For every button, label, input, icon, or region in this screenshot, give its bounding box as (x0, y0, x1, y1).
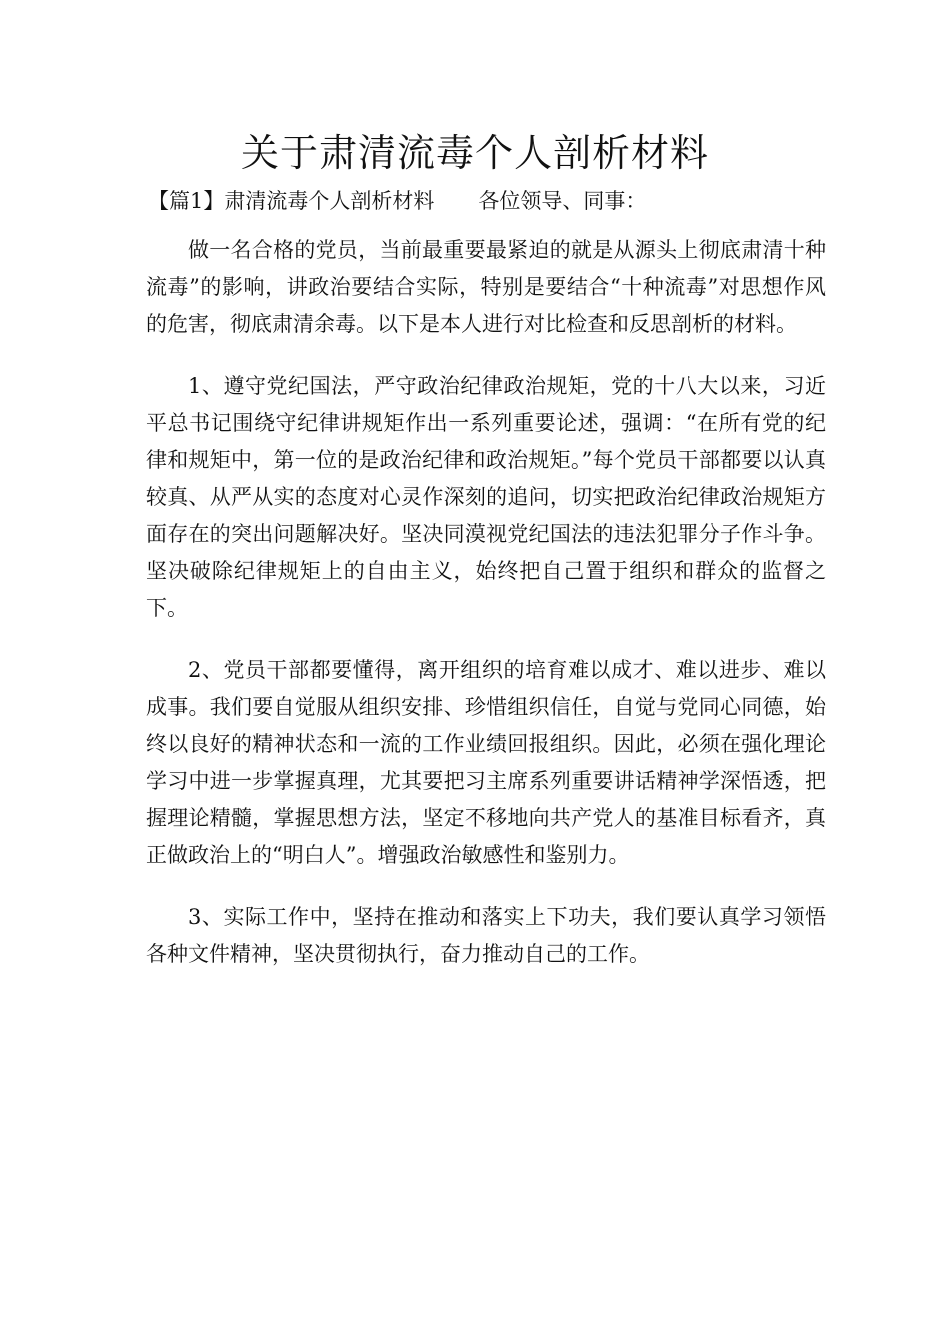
paragraph-point-2: 2、党员干部都要懂得，离开组织的培育难以成才、难以进步、难以成事。我们要自觉服从组织安排、珍惜组织信任，自觉与党同心同德，始终以良好的精神状态和一流的工作业绩回报组织。因此，必须在强化理论学习中进一步掌握真理，尤其要把习主席系列重要讲话精神学深悟透，把握理论精髓，掌握思想方法，坚定不移地向共产党人的基准目标看齐，真正做政治上的“明白人”。增强政治敏感性和鉴别力。 (146, 658, 826, 867)
section-label: 【篇1】肃清流毒个人剖析材料 (148, 189, 435, 213)
paragraph-point-1: 1、遵守党纪国法，严守政治纪律政治规矩，党的十八大以来，习近平总书记围绕守纪律讲规矩作出一系列重要论述，强调：“在所有党的纪律和规矩中，第一位的是政治纪律和政治规矩。”每个党员干部都要以认真较真、从严从实的态度对心灵作深刻的追问，切实把政治纪律政治规矩方面存在的突出问题解决好。坚决同漠视党纪国法的违法犯罪分子作斗争。坚决破除纪律规矩上的自由主义，始终把自己置于组织和群众的监督之下。 (146, 374, 826, 620)
document-body (146, 232, 826, 998)
paragraph-intro: 做一名合格的党员，当前最重要最紧迫的就是从源头上彻底肃清十种流毒”的影响，讲政治要结合实际，特别是要结合“十种流毒”对思想作风的危害，彻底肃清余毒。以下是本人进行对比检查和反思剖析的材料。 (146, 238, 826, 336)
document-title: 关于肃清流毒个人剖析材料 (240, 131, 709, 175)
document-subhead (148, 186, 848, 216)
greeting: 各位领导、同事： (478, 189, 647, 213)
paragraph-point-3: 3、实际工作中，坚持在推动和落实上下功夫，我们要认真学习领悟各种文件精神，坚决贯彻执行，奋力推动自己的工作。 (146, 905, 826, 966)
